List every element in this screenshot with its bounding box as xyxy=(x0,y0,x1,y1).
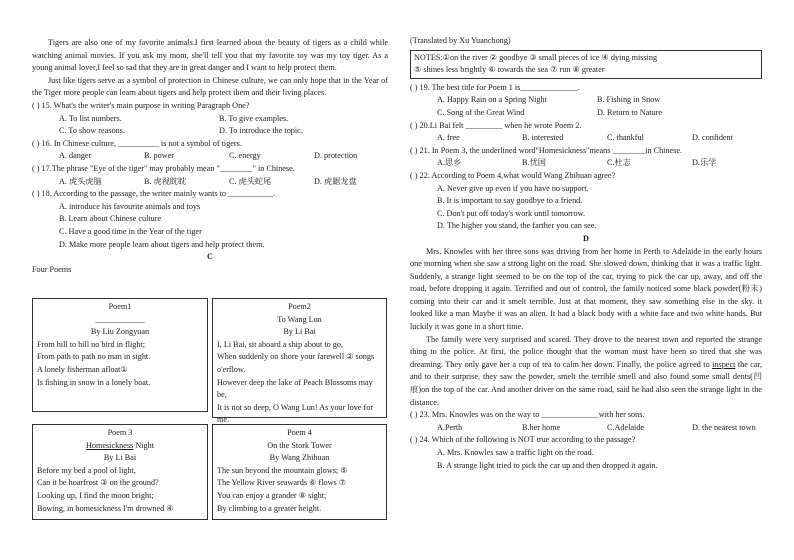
poem-title-rest: Night xyxy=(133,440,154,450)
options-20 xyxy=(410,132,762,145)
option[interactable]: B. Fishing in Snow xyxy=(597,95,661,105)
underlined-word: inspect xyxy=(712,359,736,369)
poem-title: On the Stork Tower xyxy=(267,440,332,450)
option[interactable]: D. the nearest town xyxy=(692,422,756,432)
option[interactable]: A. danger xyxy=(59,151,92,161)
option[interactable]: D. Return to Nature xyxy=(597,107,663,117)
option[interactable]: B. power xyxy=(144,151,175,161)
poem-line: A lonely fisherman afloat① xyxy=(37,364,128,374)
poem-title: To Wang Lun xyxy=(277,314,322,324)
poem-line: The Yellow River seawards ⑥ flows ⑦ xyxy=(217,478,347,488)
poem-line: Before my bed a pool of light, xyxy=(37,465,136,475)
option[interactable]: A. To list numbers. xyxy=(59,113,122,123)
poem-author: By Wang Zhihuan xyxy=(269,453,330,463)
options-19 xyxy=(410,94,762,107)
option[interactable]: D. confident xyxy=(692,133,733,143)
question-22: ( ) 22. According to Poem 4,what would Wang Zhihuan agree? xyxy=(410,170,616,180)
poem-heading: Poem1 xyxy=(108,302,132,311)
option[interactable]: D. 虎踞龙盘 xyxy=(314,176,357,186)
notes-box xyxy=(410,50,762,79)
poem-line: Is fishing in snow in a lonely boat. xyxy=(37,377,151,387)
option[interactable]: C. Song of the Great Wind xyxy=(437,107,525,117)
option[interactable]: B. A strange light tried to pick the car up and then dropped it again. xyxy=(437,460,658,470)
option[interactable]: B. 虎视眈眈 xyxy=(144,176,187,186)
left-column xyxy=(32,0,388,276)
passage-paragraph: Tigers are also one of my favorite animals.I first learned about the beauty of tigers as a child while watching animal movies. If you ask my mom, she'll tell you that my favorite toy was my toy tiger. As a young animal lover,I feel so sad that they are in great danger and I want to help protect them. xyxy=(32,38,388,73)
option[interactable]: D. Make more people learn about tigers and help protect them. xyxy=(59,239,265,249)
poem-title-blank: ____________ xyxy=(95,314,145,324)
poem-line: I, Li Bai, sit aboard a ship about to go, xyxy=(217,339,343,349)
option[interactable]: A. Never give up even if you have no support. xyxy=(437,183,589,193)
poem-line: However deep the lake of Peach Blossoms may be, xyxy=(217,377,373,400)
question-23: ( ) 23. Mrs. Knowles was on the way to ______________with her sons. xyxy=(410,410,645,420)
poem-heading: Poem 4 xyxy=(287,428,312,437)
poem-line: Can it be hoarfrost ③ on the ground? xyxy=(37,478,159,488)
translator-credit: (Translated by Xu Yuanchong) xyxy=(410,36,511,45)
poem-1-box xyxy=(32,298,208,412)
question-15: ( ) 15. What's the writer's main purpose in writing Paragraph One? xyxy=(32,100,250,110)
option[interactable]: B. Learn about Chinese culture xyxy=(59,214,162,224)
poem-author: By Li Bai xyxy=(103,453,137,463)
text-run: The family were very surprised and scared. They drove to the nearest town and reported the strange thing to the police. At first, the police thought that the woman must have been so tired that she was dreaming. They only gave her a cup of tea to calm her down. Finally, the police agreed to xyxy=(410,334,762,369)
poem-heading: Poem 3 xyxy=(107,428,133,437)
option[interactable]: D.乐学 xyxy=(692,158,717,168)
question-16: ( ) 16. In Chinese culture, __________ is not a symbol of tigers. xyxy=(32,138,242,148)
option[interactable]: D. The higher you stand, the farther you can see. xyxy=(437,221,597,231)
option[interactable]: C. thankful xyxy=(607,133,644,143)
option[interactable]: B.忧国 xyxy=(522,158,546,168)
option[interactable]: C. 虎头蛇尾 xyxy=(229,176,272,186)
options-23 xyxy=(410,422,762,435)
option[interactable]: A. 虎头虎脑 xyxy=(59,176,102,186)
poem-line: Looking up, I find the moon bright; xyxy=(37,490,154,500)
poem-title xyxy=(37,440,203,453)
option[interactable]: C. energy xyxy=(229,151,261,161)
option[interactable]: A.Perth xyxy=(437,422,463,432)
option[interactable]: C.杜志 xyxy=(607,158,631,168)
option[interactable]: A. free xyxy=(437,133,460,143)
options-21 xyxy=(410,157,762,170)
question-18: ( ) 18. According to the passage, the writer mainly wants to ___________. xyxy=(32,189,276,199)
question-20: ( ) 20.Li Bai felt _________ when he wrote Poem 2. xyxy=(410,120,582,130)
underlined-word: Homesickness xyxy=(85,440,134,450)
question-21: ( ) 21. In Poem 3, the underlined word"Homesickness"means ________in Chinese. xyxy=(410,145,683,155)
option[interactable]: C. Don't put off today's work until tomorrow. xyxy=(437,208,586,218)
option[interactable]: A. Happy Rain on a Spring Night xyxy=(437,95,547,105)
options-17 xyxy=(32,176,388,189)
question-17: ( ) 17.The phrase "Eye of the tiger" may probably mean "________" in Chinese. xyxy=(32,163,295,173)
option[interactable]: B. It is important to say goodbye to a friend. xyxy=(437,196,583,206)
poem-line: It is not so deep, O Wang Lun! As your love for me. xyxy=(217,402,374,425)
options-19 xyxy=(410,107,762,120)
poem-author: By Li Bai xyxy=(283,327,316,337)
text-run: the car, and to their surprise, they saw the powder, smelt the terrible smell and also found some small dents(凹痕)on the top of the car. And another driver on the same road, said he had also seen the strange light in the distance. xyxy=(410,359,763,407)
poem-line: You can enjoy a grander ⑧ sight; xyxy=(217,490,327,500)
poem-heading: Poem2 xyxy=(288,302,311,311)
option[interactable]: D. protection xyxy=(314,151,358,161)
passage-paragraph: Just like tigers serve as a symbol of protection in Chinese culture, we can only hope that in the Year of the Tiger more people can learn about tigers and help protect them and their living places. xyxy=(32,75,388,98)
options-16 xyxy=(32,150,388,163)
poem-author: By Liu Zongyuan xyxy=(90,327,150,337)
passage-paragraph xyxy=(410,334,762,410)
notes-line: NOTES:①on the river ② goodbye ③ small pieces of ice ④ dying missing xyxy=(414,52,658,62)
four-poems-heading: Four Poems xyxy=(32,264,72,274)
option[interactable]: B. To give examples. xyxy=(219,113,289,123)
poem-line: The sun beyond the mountain glows; ⑤ xyxy=(217,465,348,475)
poem-4-box xyxy=(212,424,387,520)
option[interactable]: B. interested xyxy=(522,133,564,143)
question-19: ( ) 19. The best title for Poem 1 is______________. xyxy=(410,82,580,92)
option[interactable]: C. Have a good time in the Year of the tiger xyxy=(59,226,202,236)
option[interactable]: C.Adelaide xyxy=(607,422,645,432)
poem-line: When suddenly on shore your farewell ② songs o'erflow. xyxy=(217,352,375,374)
right-column xyxy=(410,0,762,472)
poem-2-box xyxy=(212,298,387,425)
options-15 xyxy=(32,113,388,126)
poem-line: Bowing, in homesickness I'm drowned ④ xyxy=(37,503,174,513)
poem-line: By climbing to a greater height. xyxy=(217,503,322,513)
option[interactable]: A. introduce his favourite animals and toys xyxy=(59,201,201,211)
notes-line: ⑤ shines less brightly ⑥ towards the sea ⑦ run ⑧ greater xyxy=(414,65,605,75)
option[interactable]: D. To introduce the topic. xyxy=(219,126,303,136)
passage-paragraph: Mrs. Knowles with her three sons was driving from her home in Perth to Adelaide in the early hours one morning when she saw a strong light on the road. She slowed down, thinking that it was a traffic light. Suddenly, a strange light seemed to be on the top of the car, trying to pick the car up, away, and off the road, before dropping it again. Terrified and out of control, the family noticed some black powder(粉末) coming into their car and it smelt terrible. Just at that moment, they saw something else in the sky. it looked like a man Maybe it was an alien. It had a black body with a white face and two white hands. But luckily it was gone in a short time. xyxy=(410,246,762,332)
option[interactable]: B.her home xyxy=(522,422,561,432)
poem-line: From hill to hill no bird in flight; xyxy=(37,339,146,349)
option[interactable]: A. Mrs. Knowles saw a traffic light on the road. xyxy=(437,448,594,457)
option[interactable]: A.思乡 xyxy=(437,158,462,168)
option[interactable]: C. To show reasons. xyxy=(59,126,125,136)
section-heading-c: C xyxy=(207,252,213,262)
options-15 xyxy=(32,125,388,138)
poem-line: From path to path no man in sight. xyxy=(37,352,151,362)
poem-3-box xyxy=(32,424,208,520)
question-24: ( ) 24. Which of the following is NOT true according to the passage? xyxy=(410,435,636,445)
section-heading-d: D xyxy=(583,233,589,243)
